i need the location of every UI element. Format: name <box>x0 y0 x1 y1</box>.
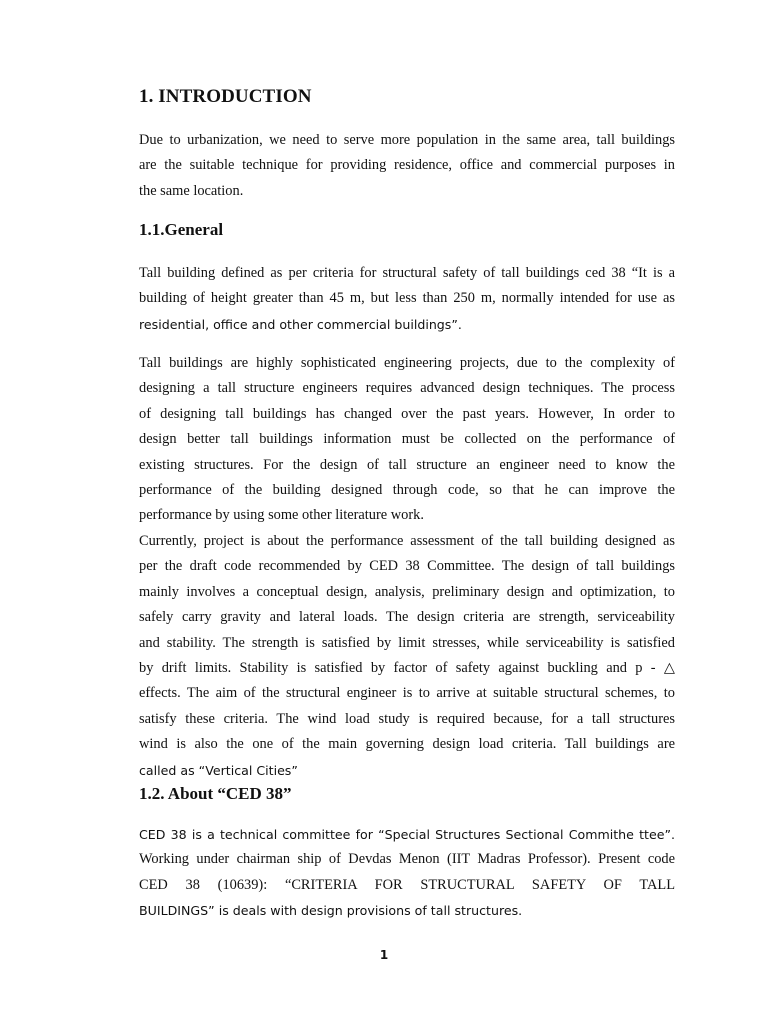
general-paragraph-complexity <box>139 351 675 529</box>
text-line: BUILDINGS” is deals with design provisions of tall structures. <box>139 903 523 919</box>
text-line: existing structures. For the design of tall structure an engineer need to know the <box>139 456 675 473</box>
text-line: performance of the building designed through code, so that he can improve the <box>139 482 675 499</box>
text-line: Tall buildings are highly sophisticated engineering projects, due to the complexity of <box>139 355 675 371</box>
introduction-paragraph <box>139 128 675 204</box>
text-line: Due to urbanization, we need to serve more population in the same area, tall buildings <box>139 132 675 148</box>
text-line: satisfy these criteria. The wind load study is required because, for a tall structures <box>139 710 675 727</box>
general-paragraph-project <box>139 529 675 783</box>
text-line: and stability. The strength is satisfied by limit stresses, while serviceability is satisfied <box>139 634 675 651</box>
text-line: CED 38 (10639): “CRITERIA FOR STRUCTURAL SAFETY OF TALL <box>139 876 675 893</box>
text-line: the same location. <box>139 182 244 199</box>
introduction-heading: 1. INTRODUCTION <box>139 86 312 107</box>
text-line: Working under chairman ship of Devdas Menon (IIT Madras Professor). Present code <box>139 851 675 868</box>
text-line: CED 38 is a technical committee for “Special Structures Sectional Commithe ttee”. <box>139 827 675 842</box>
general-heading: 1.1.General <box>139 220 224 239</box>
text-line: wind is also the one of the main governing design load criteria. Tall buildings are <box>139 736 675 753</box>
text-line: Tall building defined as per criteria for structural safety of tall buildings ced 38 “It is a <box>139 265 675 281</box>
page-number: 1 <box>379 948 389 962</box>
text-line: designing a tall structure engineers requires advanced design techniques. The process <box>139 380 675 397</box>
text-line: of designing tall buildings has changed over the past years. However, In order to <box>139 405 675 422</box>
text-line: building of height greater than 45 m, but less than 250 m, normally intended for use as <box>139 290 675 307</box>
about-ced38-heading: 1.2. About “CED 38” <box>139 784 292 803</box>
about-ced38-paragraph <box>139 822 675 924</box>
text-line: per the draft code recommended by CED 38 Committee. The design of tall buildings <box>139 558 675 575</box>
text-line: are the suitable technique for providing residence, office and commercial purposes in <box>139 157 675 174</box>
text-line: effects. The aim of the structural engineer is to arrive at suitable structural schemes, to <box>139 685 675 702</box>
text-line: performance by using some other literature work. <box>139 507 424 524</box>
general-paragraph-definition <box>139 261 675 337</box>
text-line: mainly involves a conceptual design, analysis, preliminary design and optimization, to <box>139 583 675 600</box>
text-line: by drift limits. Stability is satisfied by factor of safety against buckling and p - △ <box>139 660 675 677</box>
text-line: called as “Vertical Cities” <box>139 762 298 778</box>
text-line: design better tall buildings information must be collected on the performance of <box>139 431 675 448</box>
text-line: residential, office and other commercial buildings”. <box>139 316 462 332</box>
text-line: Currently, project is about the performance assessment of the tall building designed as <box>139 533 675 549</box>
text-line: safely carry gravity and lateral loads. The design criteria are strength, serviceability <box>139 609 675 626</box>
